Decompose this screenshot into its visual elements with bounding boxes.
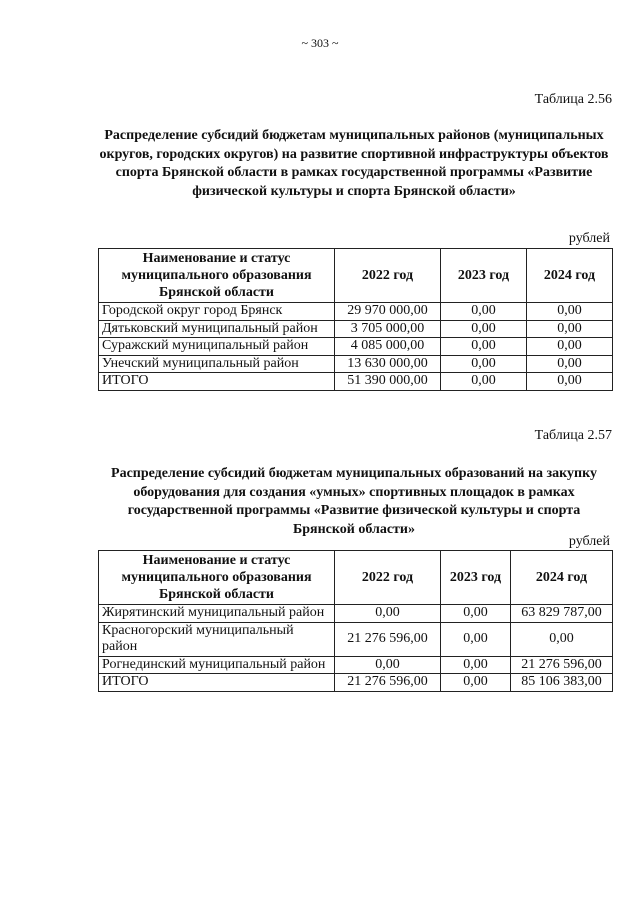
table-56-label: Таблица 2.56	[534, 92, 612, 107]
cell-2024: 21 276 596,00	[511, 656, 613, 674]
table-57-heading: Распределение субсидий бюджетам муниципальных образований на закупку оборудования для создания «умных» спортивных площадок в рамках государственной программы «Развитие физической культуры и спорта Брянской области»	[111, 466, 597, 537]
column-header-name: Наименование и статус муниципального образования Брянской области	[99, 551, 335, 605]
cell-municipality: Унечский муниципальный район	[99, 355, 335, 373]
table-row	[99, 622, 613, 656]
table-row	[99, 355, 613, 373]
cell-2023: 0,00	[441, 303, 527, 321]
cell-2022: 21 276 596,00	[335, 622, 441, 656]
cell-municipality: Рогнединский муниципальный район	[99, 656, 335, 674]
cell-total-2024: 0,00	[527, 373, 613, 391]
cell-municipality: Городской округ город Брянск	[99, 303, 335, 321]
cell-2023: 0,00	[441, 338, 527, 356]
table-total-row	[99, 373, 613, 391]
table-row	[99, 605, 613, 623]
table-total-row	[99, 674, 613, 692]
cell-2023: 0,00	[441, 355, 527, 373]
table-56	[98, 248, 613, 391]
cell-2024: 0,00	[527, 303, 613, 321]
table-57-units: рублей	[568, 534, 610, 549]
column-header-2023: 2023 год	[441, 249, 527, 303]
cell-total-2024: 85 106 383,00	[511, 674, 613, 692]
cell-2022: 29 970 000,00	[335, 303, 441, 321]
cell-2022: 0,00	[335, 605, 441, 623]
column-header-2024: 2024 год	[511, 551, 613, 605]
table-row	[99, 656, 613, 674]
cell-municipality: Красногорский муниципальный район	[99, 622, 335, 656]
table-56-heading: Распределение субсидий бюджетам муниципальных районов (муниципальных округов, городских округов) на развитие спортивной инфраструктуры объектов спорта Брянской области в рамках государственной программы «Развитие физической культуры и спорта Брянской области»	[99, 128, 609, 199]
cell-municipality: Жирятинский муниципальный район	[99, 605, 335, 623]
table-56-header-row	[99, 249, 613, 303]
cell-total-label: ИТОГО	[99, 373, 335, 391]
cell-2024: 0,00	[527, 355, 613, 373]
cell-2022: 0,00	[335, 656, 441, 674]
cell-2024: 0,00	[511, 622, 613, 656]
cell-2022: 3 705 000,00	[335, 320, 441, 338]
cell-2024: 63 829 787,00	[511, 605, 613, 623]
table-57-header-row	[99, 551, 613, 605]
cell-total-label: ИТОГО	[99, 674, 335, 692]
cell-municipality: Дятьковский муниципальный район	[99, 320, 335, 338]
cell-2024: 0,00	[527, 338, 613, 356]
cell-2024: 0,00	[527, 320, 613, 338]
cell-total-2023: 0,00	[441, 373, 527, 391]
column-header-name: Наименование и статус муниципального образования Брянской области	[99, 249, 335, 303]
table-57-label: Таблица 2.57	[534, 428, 612, 443]
cell-total-2022: 51 390 000,00	[335, 373, 441, 391]
cell-total-2022: 21 276 596,00	[335, 674, 441, 692]
cell-municipality: Суражский муниципальный район	[99, 338, 335, 356]
table-57	[98, 550, 613, 692]
cell-2023: 0,00	[441, 605, 511, 623]
column-header-2022: 2022 год	[335, 249, 441, 303]
column-header-2022: 2022 год	[335, 551, 441, 605]
cell-2023: 0,00	[441, 622, 511, 656]
table-row	[99, 338, 613, 356]
column-header-2024: 2024 год	[527, 249, 613, 303]
table-row	[99, 320, 613, 338]
cell-2022: 13 630 000,00	[335, 355, 441, 373]
cell-2022: 4 085 000,00	[335, 338, 441, 356]
cell-2023: 0,00	[441, 656, 511, 674]
table-56-units: рублей	[568, 231, 610, 246]
page-number: ~ 303 ~	[301, 36, 339, 50]
column-header-2023: 2023 год	[441, 551, 511, 605]
cell-2023: 0,00	[441, 320, 527, 338]
table-row	[99, 303, 613, 321]
cell-total-2023: 0,00	[441, 674, 511, 692]
